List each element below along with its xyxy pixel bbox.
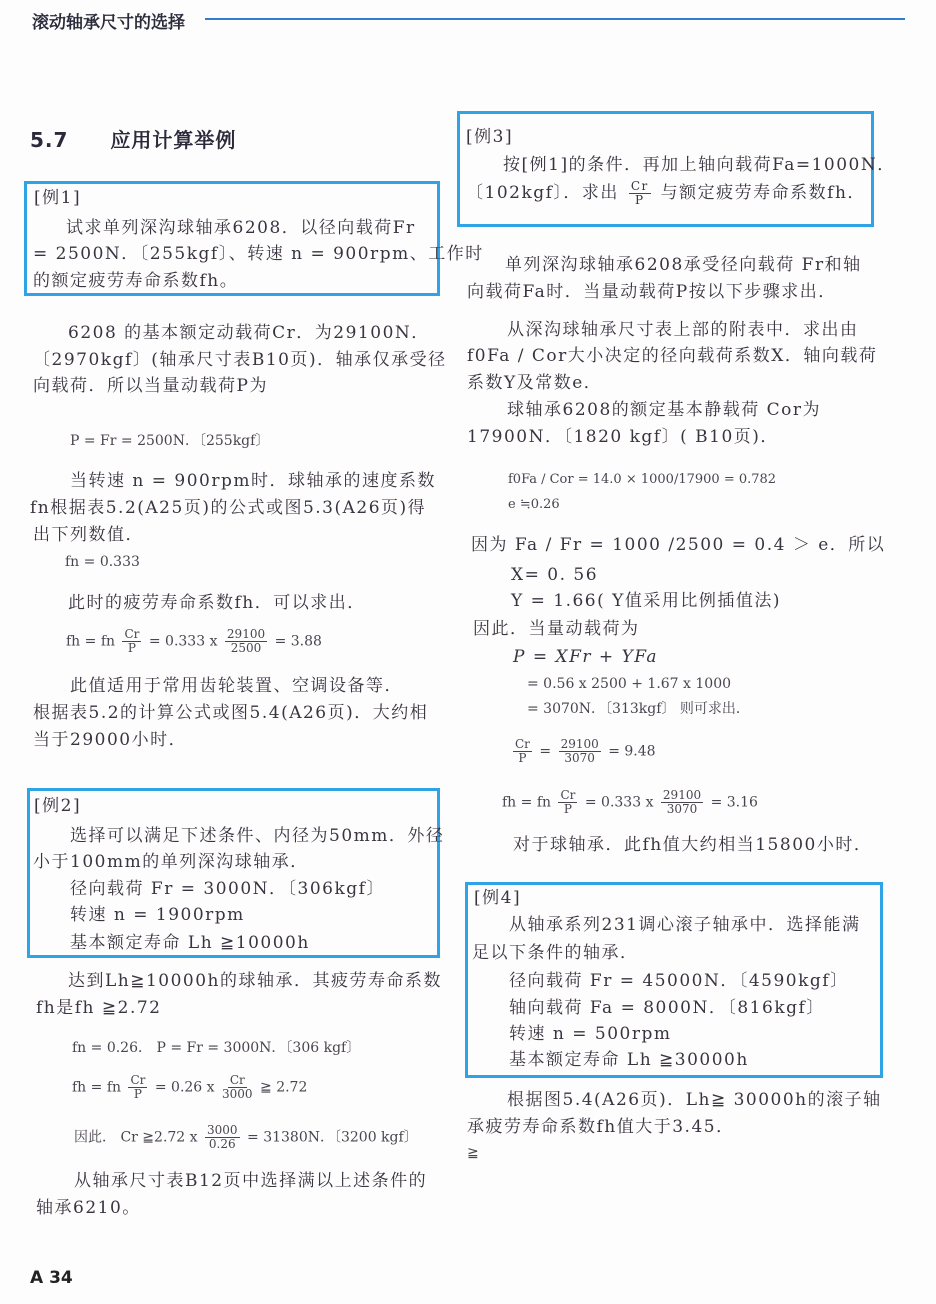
example-1-line: 试求单列深沟球轴承6208．以径向载荷Fr	[66, 218, 416, 238]
paragraph-line: fh是fh ≧2.72	[36, 998, 162, 1018]
example-2-line: 转速 n = 1900rpm	[70, 905, 245, 925]
section-title: 应用计算举例	[110, 128, 237, 152]
paragraph-line: 球轴承6208的额定基本静载荷 Cor为	[507, 400, 822, 420]
paragraph-line: 17900N．〔1820 kgf〕( B10页)．	[467, 427, 779, 447]
example-3-line: 按[例1]的条件．再加上轴向载荷Fa=1000N．	[503, 155, 896, 175]
fraction	[205, 1124, 240, 1151]
section-heading	[30, 124, 236, 153]
page-number: A 34	[30, 1268, 73, 1288]
fraction	[222, 1074, 253, 1101]
example-4-line: 轴向载荷 Fa = 8000N．〔816kgf〕	[509, 998, 825, 1018]
fraction	[225, 628, 267, 655]
example-3-line	[466, 180, 866, 207]
example-1-label: [例1]	[34, 188, 82, 208]
paragraph-line: 因此．当量动载荷为	[473, 619, 640, 639]
fraction	[558, 789, 577, 816]
formula-part: = 9.48	[608, 743, 656, 760]
denominator: P	[635, 193, 645, 207]
paragraph-line: 此时的疲劳寿命系数fh．可以求出．	[68, 593, 366, 613]
example-4-line: 从轴承系列231调心滚子轴承中．选择能满	[509, 915, 861, 935]
example-4-line: 转速 n = 500rpm	[509, 1024, 672, 1044]
example-2-label: [例2]	[34, 796, 82, 816]
formula-part: fh = fn	[66, 633, 116, 650]
numerator: Cr	[515, 737, 530, 751]
example-4-line: 基本额定寿命 Lh ≧30000h	[509, 1050, 749, 1070]
example-4-line: 径向载荷 Fr = 45000N．〔4590kgf〕	[509, 971, 849, 991]
formula-line: X= 0. 56	[511, 565, 599, 585]
formula: f0Fa / Cor = 14.0 × 1000/17900 = 0.782	[508, 472, 777, 487]
numerator: Cr	[630, 179, 649, 193]
paragraph-line: 出下列数值．	[33, 525, 144, 545]
formula	[510, 738, 656, 765]
example-2-line: 径向载荷 Fr = 3000N．〔306kgf〕	[70, 879, 385, 899]
formula	[502, 789, 758, 816]
running-header: 滚动轴承尺寸的选择	[32, 13, 185, 33]
denominator: P	[563, 802, 572, 816]
denominator: 3000	[222, 1087, 253, 1101]
paragraph-line: 6208 的基本额定动载荷Cr．为29100N．	[68, 323, 430, 343]
formula-part: ≧ 2.72	[260, 1079, 308, 1096]
text-part: 与额定疲劳寿命系数fh．	[660, 183, 866, 203]
fraction	[513, 738, 532, 765]
example-1-line: = 2500N．〔255kgf〕、转速 n = 900rpm、工作时	[33, 244, 484, 264]
paragraph-line: 当转速 n = 900rpm时．球轴承的速度系数	[70, 471, 436, 491]
formula: e ≒0.26	[508, 497, 560, 512]
example-3-label: [例3]	[466, 127, 514, 147]
denominator: 0.26	[208, 1137, 236, 1151]
numerator: Cr	[229, 1073, 245, 1087]
fraction	[122, 628, 141, 655]
paragraph-line: 向载荷．所以当量动载荷P为	[33, 376, 268, 396]
formula-part: = 31380N．〔3200 kgf〕	[247, 1129, 418, 1146]
fraction	[629, 180, 651, 207]
paragraph-line: 轴承6210。	[36, 1198, 141, 1218]
paragraph-line: 单列深沟球轴承6208承受径向载荷 Fr和轴	[505, 255, 862, 275]
denominator: P	[133, 1087, 142, 1101]
formula	[66, 628, 322, 655]
fraction	[661, 789, 703, 816]
formula-part: = 0.26 x	[154, 1079, 215, 1096]
formula: P = Fr = 2500N．〔255kgf〕	[70, 433, 270, 449]
formula-part: = 0.333 x	[148, 633, 218, 650]
paragraph-line: 从深沟球轴承尺寸表上部的附表中．求出由	[507, 320, 859, 340]
example-2-line: 小于100mm的单列深沟球轴承．	[33, 852, 309, 872]
paragraph-line: 从轴承尺寸表B12页中选择满以上述条件的	[74, 1171, 428, 1191]
paragraph-line: 当于29000小时．	[33, 730, 188, 750]
paragraph-line: 承疲劳寿命系数fh值大于3.45．	[467, 1117, 735, 1137]
paragraph-line: f0Fa / Cor大小决定的径向载荷系数X．轴向载荷	[467, 346, 878, 366]
paragraph-line: 此值适用于常用齿轮装置、空调设备等．	[70, 676, 403, 696]
numerator: Cr	[124, 627, 140, 641]
formula: = 3070N．〔313kgf〕 则可求出．	[527, 701, 750, 717]
denominator: P	[518, 751, 527, 765]
numerator: 29100	[226, 627, 266, 641]
paragraph-line: fn根据表5.2(A25页)的公式或图5.3(A26页)得	[30, 498, 427, 518]
section-number: 5.7	[30, 128, 69, 152]
numerator: 29100	[560, 737, 599, 751]
formula	[74, 1124, 418, 1151]
paragraph-line: 系数Y及常数e．	[467, 373, 603, 393]
formula-part: = 3.88	[274, 633, 322, 650]
numerator: 3000	[207, 1123, 238, 1137]
numerator: Cr	[130, 1073, 146, 1087]
stray-symbol: ≧	[467, 1145, 479, 1161]
paragraph-line: 根据表5.2的计算公式或图5.4(A26页)．大约相	[33, 703, 429, 723]
paragraph-line: 达到Lh≧10000h的球轴承．其疲劳寿命系数	[68, 971, 443, 991]
text-part: 〔102kgf〕．求出	[466, 183, 619, 203]
paragraph-line: 对于球轴承．此fh值大约相当15800小时．	[513, 835, 873, 855]
formula: fn = 0.26． P = Fr = 3000N．〔306 kgf〕	[72, 1040, 361, 1056]
formula-part: 因此． Cr ≧2.72 x	[74, 1129, 198, 1146]
example-4-line: 足以下条件的轴承．	[472, 943, 639, 963]
paragraph-line: 〔2970kgf〕(轴承尺寸表B10页)．轴承仅承受径	[33, 350, 447, 370]
fraction	[128, 1074, 147, 1101]
denominator: P	[127, 641, 136, 655]
denominator: 3070	[564, 751, 595, 765]
formula: = 0.56 x 2500 + 1.67 x 1000	[527, 676, 732, 692]
denominator: 2500	[230, 641, 262, 655]
example-1-line: 的额定疲劳寿命系数fh。	[33, 271, 239, 291]
formula-part: = 0.333 x	[584, 794, 654, 811]
numerator: Cr	[560, 788, 576, 802]
paragraph-line: 根据图5.4(A26页)．Lh≧ 30000h的滚子轴	[507, 1090, 882, 1110]
example-2-line: 基本额定寿命 Lh ≧10000h	[70, 933, 310, 953]
formula-part: = 3.16	[710, 794, 758, 811]
formula: fn = 0.333	[65, 554, 140, 570]
formula-part: fh = fn	[502, 794, 552, 811]
formula-part: fh = fn	[72, 1079, 122, 1096]
denominator: 3070	[666, 802, 698, 816]
header-rule	[205, 18, 905, 20]
paragraph-line: 向载荷Fa时．当量动载荷P按以下步骤求出．	[467, 282, 837, 302]
equals: =	[539, 743, 552, 760]
fraction	[559, 738, 601, 765]
paragraph-line: 因为 Fa / Fr = 1000 /2500 = 0.4 ＞ e．所以	[471, 535, 886, 555]
example-2-line: 选择可以满足下述条件、内径为50mm．外径	[70, 826, 445, 846]
numerator: 29100	[662, 788, 702, 802]
example-4-label: [例4]	[474, 888, 522, 908]
formula	[72, 1074, 307, 1101]
formula-line: Y = 1.66( Y值采用比例插值法)	[511, 591, 782, 611]
formula-line: P = XFr + YFa	[513, 647, 659, 667]
